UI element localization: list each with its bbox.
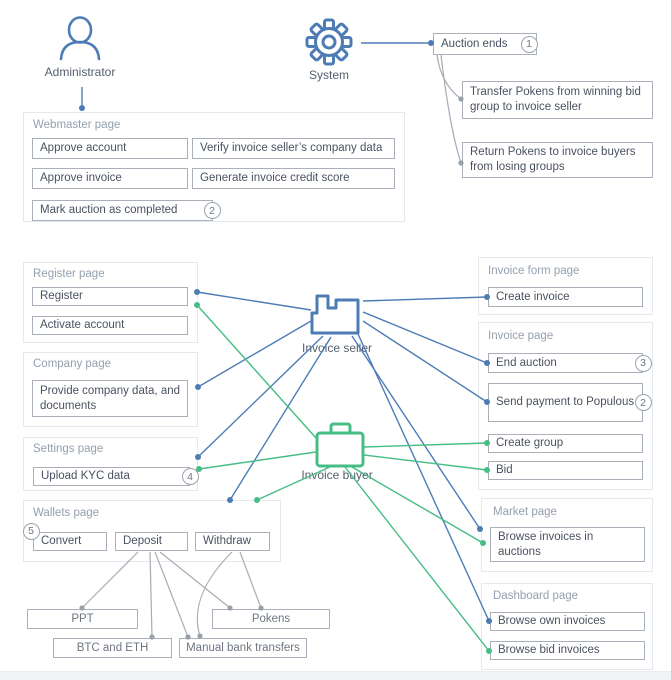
action-browse-own-invoices[interactable]: Browse own invoices <box>490 612 645 631</box>
step-badge-1: 1 <box>521 36 538 53</box>
node-btc-eth[interactable]: BTC and ETH <box>53 638 172 658</box>
step-badge-2b: 2 <box>635 394 652 411</box>
action-browse-bid-invoices[interactable]: Browse bid invoices <box>490 641 645 660</box>
group-title-webmaster: Webmaster page <box>33 119 121 131</box>
action-send-payment[interactable]: Send payment to Populous <box>488 383 643 422</box>
step-badge-3: 3 <box>635 355 652 372</box>
node-manual-bank-transfers[interactable]: Manual bank transfers <box>179 638 307 658</box>
group-title-invoice-form: Invoice form page <box>488 265 580 277</box>
action-withdraw[interactable]: Withdraw <box>195 532 270 551</box>
group-title-wallets: Wallets page <box>33 507 100 519</box>
person-icon <box>58 12 106 62</box>
action-return-pokens[interactable]: Return Pokens to invoice buyers from losing groups <box>462 142 653 178</box>
group-title-market: Market page <box>493 506 557 518</box>
action-convert[interactable]: Convert <box>33 532 107 551</box>
group-title-dashboard: Dashboard page <box>493 590 579 602</box>
group-title-company: Company page <box>33 358 111 370</box>
action-provide-company-data[interactable]: Provide company data, and documents <box>32 380 188 417</box>
group-title-invoice: Invoice page <box>488 330 554 342</box>
group-title-settings: Settings page <box>33 443 104 455</box>
action-approve-account[interactable]: Approve account <box>32 138 188 159</box>
action-approve-invoice[interactable]: Approve invoice <box>32 168 188 189</box>
action-generate-credit-score[interactable]: Generate invoice credit score <box>192 168 395 189</box>
group-title-register: Register page <box>33 268 105 280</box>
action-end-auction[interactable]: End auction <box>488 353 643 373</box>
action-bid[interactable]: Bid <box>488 461 643 480</box>
factory-icon <box>304 288 366 340</box>
step-badge-5: 5 <box>23 523 40 540</box>
action-deposit[interactable]: Deposit <box>115 532 188 551</box>
invoice-buyer-label: Invoice buyer <box>301 468 373 482</box>
node-pokens[interactable]: Pokens <box>212 609 330 629</box>
action-verify-company-data[interactable]: Verify invoice seller’s company data <box>192 138 395 159</box>
action-create-group[interactable]: Create group <box>488 434 643 453</box>
administrator-label: Administrator <box>44 65 116 79</box>
window-bottom-strip <box>0 671 671 680</box>
action-create-invoice[interactable]: Create invoice <box>488 287 643 307</box>
gear-icon <box>305 18 353 66</box>
step-badge-4: 4 <box>182 468 199 485</box>
event-auction-ends[interactable]: Auction ends <box>433 33 537 55</box>
invoice-seller-label: Invoice seller <box>301 341 373 355</box>
action-browse-invoices-auctions[interactable]: Browse invoices in auctions <box>490 527 645 562</box>
action-transfer-pokens[interactable]: Transfer Pokens from winning bid group to invoice seller <box>462 81 653 119</box>
action-upload-kyc[interactable]: Upload KYC data <box>33 467 190 486</box>
action-register[interactable]: Register <box>32 287 188 306</box>
briefcase-icon <box>310 418 370 472</box>
action-mark-auction-completed[interactable]: Mark auction as completed <box>32 200 213 221</box>
system-label: System <box>308 68 349 82</box>
step-badge-2: 2 <box>204 202 221 219</box>
action-activate-account[interactable]: Activate account <box>32 316 188 335</box>
node-ppt[interactable]: PPT <box>27 609 138 629</box>
